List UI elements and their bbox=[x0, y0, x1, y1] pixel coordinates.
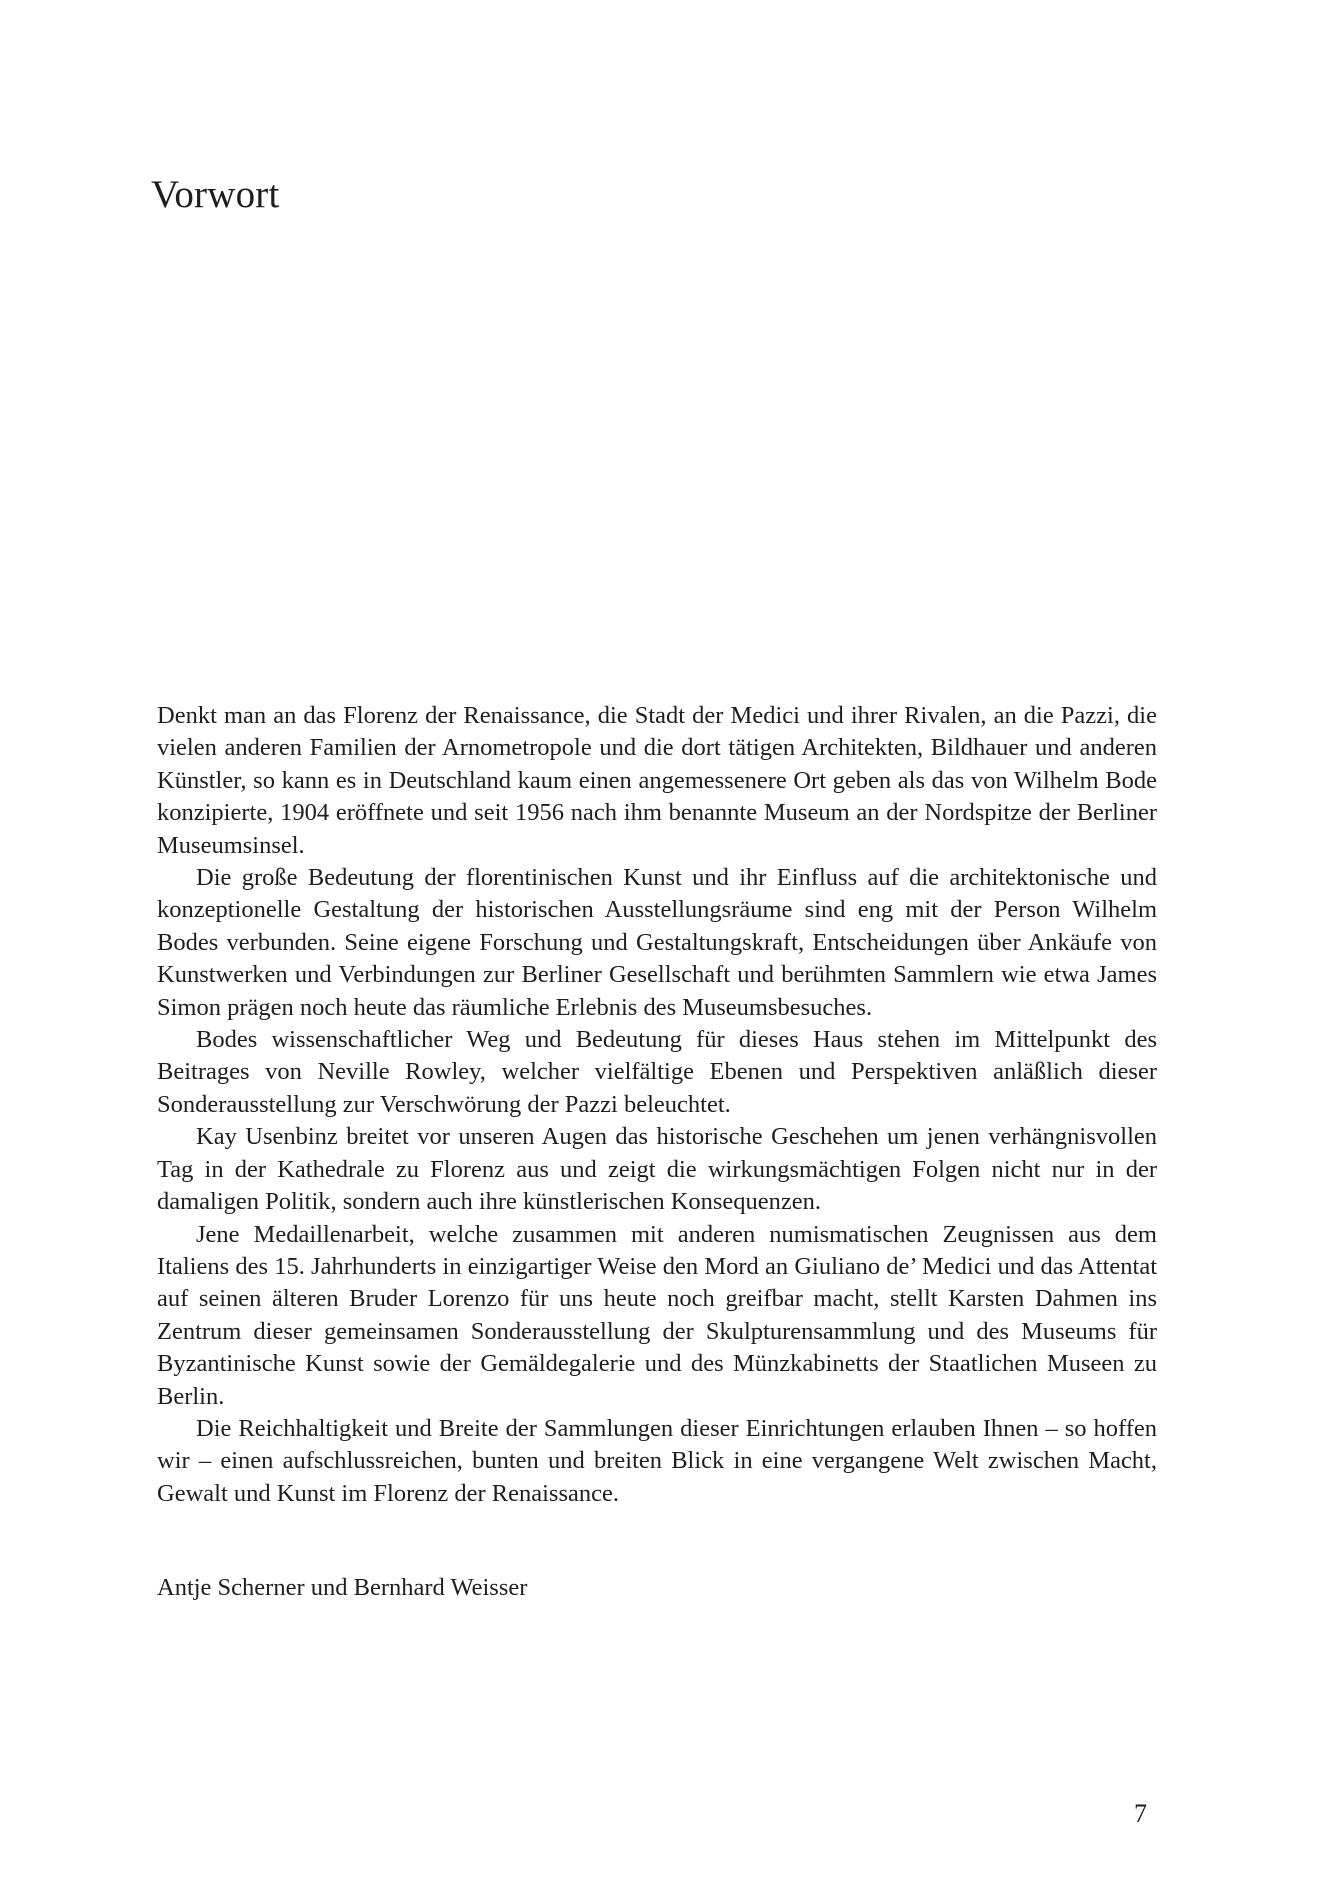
paragraph: Die große Bedeutung der florentinischen Kunst und ihr Einfluss auf die architektonische und konzeptionelle Gestaltung der historischen Ausstellungsräume sind eng mit der Person Wilhelm Bodes verbunden. Seine eigene Forschung und Gestaltungskraft, Entscheidungen über Ankäufe von Kunstwerken und Verbindungen zur Berliner Gesellschaft und berühmten Sammlern wie etwa James Simon prägen noch heute das räumliche Erlebnis des Museumsbesuches. bbox=[157, 864, 1157, 1021]
paragraph: Bodes wissenschaftlicher Weg und Bedeutung für dieses Haus stehen im Mittelpunkt des Beitrages von Neville Rowley, welcher vielfältige Ebenen und Perspektiven anläßlich dieser Sonderausstellung zur Verschwörung der Pazzi beleuchtet. bbox=[157, 1026, 1157, 1118]
signature: Antje Scherner und Bernhard Weisser bbox=[157, 1574, 528, 1601]
paragraph: Denkt man an das Florenz der Renaissance, die Stadt der Medici und ihrer Rivalen, an die Pazzi, die vielen anderen Familien der Arnometropole und die dort tätigen Architekten, Bildhauer und anderen Künstler, so kann es in Deutschland kaum einen angemessenere Ort geben als das von Wilhelm Bode konzipierte, 1904 eröffnete und seit 1956 nach ihm benannte Museum an der Nordspitze der Berliner Museumsinsel. bbox=[157, 702, 1157, 859]
paragraph: Kay Usenbinz breitet vor unseren Augen das historische Geschehen um jenen verhängnisvollen Tag in der Kathedrale zu Florenz aus und zeigt die wirkungsmächtigen Folgen nicht nur in der damaligen Politik, sondern auch ihre künstlerischen Konsequenzen. bbox=[157, 1123, 1157, 1216]
paragraph: Jene Medaillenarbeit, welche zusammen mit anderen numismatischen Zeugnissen aus dem Italiens des 15. Jahrhunderts in einzigartiger Weise den Mord an Giuliano de’ Medici und das Attentat auf seinen älteren Bruder Lorenzo für uns heute noch greifbar macht, stellt Karsten Dahmen ins Zentrum dieser gemeinsamen Sonderausstellung der Skulpturensammlung und des Museums für Byzantinische Kunst sowie der Gemäldegalerie und des Münzkabinetts der Staatlichen Museen zu Berlin. bbox=[157, 1220, 1157, 1410]
paragraph: Die Reichhaltigkeit und Breite der Sammlungen dieser Einrichtungen erlauben Ihnen – so hoffen wir – einen aufschlussreichen, bunten und breiten Blick in eine vergangene Welt zwischen Macht, Gewalt und Kunst im Florenz der Renaissance. bbox=[157, 1414, 1157, 1507]
page-title: Vorwort bbox=[151, 173, 280, 216]
foreword-body bbox=[157, 700, 1157, 1510]
page-number: 7 bbox=[1134, 1799, 1147, 1828]
